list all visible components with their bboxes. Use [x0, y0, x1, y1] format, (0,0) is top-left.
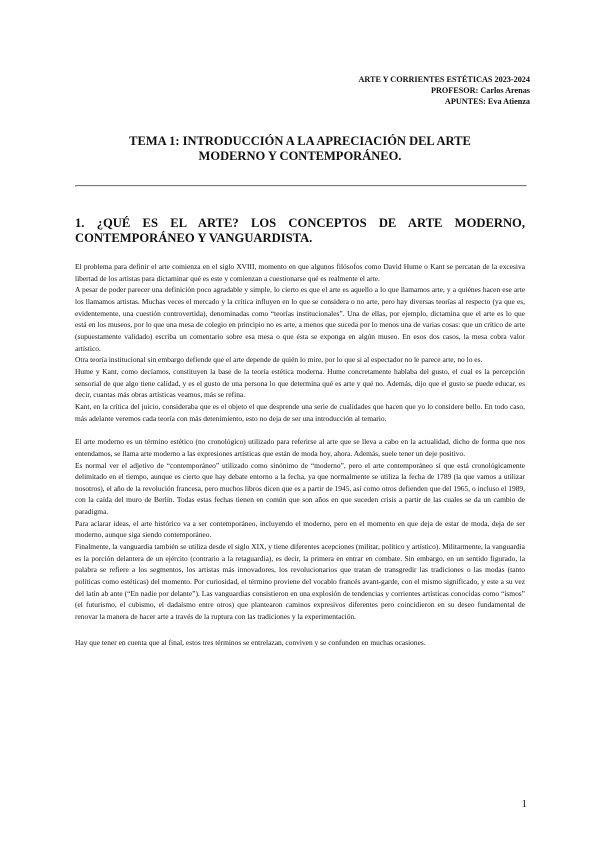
notes-line — [230, 96, 530, 107]
course-title: ARTE Y CORRIENTES ESTÉTICAS 2023-2024 — [358, 75, 530, 84]
paragraph: Para aclarar ideas, el arte histórico va a ser contemporáneo, incluyendo el moderno, pero en el momento en que deja de estar de moda, deja de ser moderno, aunque siga siendo contemporáneo. — [75, 518, 525, 540]
document-body — [75, 261, 525, 648]
page-number: 1 — [521, 798, 527, 810]
paragraph: Es normal ver el adjetivo de “contemporáneo” utilizado como sinónimo de “moderno”, pero el arte contemporáneo sí que está cronológicamente delimitado en el tiempo, aunque es cierto que hay debate entorno a la fecha, ya que normalmente se utiliza la fecha de 1789 (la que vamos a utilizar nosotros), el año de la revolución francesa, pero muchos libros dicen que es a partir de 1945, así como otros defienden que del 1965, o incluso el 1989, con la caída del muro de Berlín. Todas estas fechas tienen en común que son años en que suceden crisis a partir de las cuales se da un cambio de paradigma. — [75, 460, 525, 517]
paragraph: A pesar de poder parecer una definición poco agradable y simple, lo cierto es que el arte es aquello a lo que llamamos arte, y a quiénes hacen ese arte los llamamos artistas. Muchas veces el mercado y la crítica influyen en lo que se considera o no arte, pero hay diversas teorías al respecto (ya que es, evidentemente, una cuestión controvertida), denominadas como “teorías institucionales”. Una de ellas, por ejemplo, dictamina que el arte es lo que está en los museos, por lo que una mesa de colegio en principio no es arte, a menos que suceda por lo menos una de varias cosas: que un crítico de arte (supuestamente validado) escriba un comentario sobre esa mesa o que ésta se exponga en algún museo. En esos dos casos, la mesa cobra valor artístico. — [75, 285, 525, 353]
paragraph: El problema para definir el arte comienza en el siglo XVIII, momento en que algunos filósofos como David Hume o Kant se percatan de la excesiva libertad de los artistas para dictaminar qué es este y comienzan a cuestionarse qué es realmente el arte. — [75, 262, 525, 283]
paragraph-spacer — [75, 623, 525, 637]
notes-label: APUNTES — [444, 97, 484, 106]
section-heading: 1. ¿QUÉ ES EL ARTE? LOS CONCEPTOS DE ARTE MODERNO, CONTEMPORÁNEO Y VANGUARDISTA. — [75, 216, 525, 245]
professor-name: : Carlos Arenas — [475, 86, 530, 95]
paragraph-spacer — [75, 424, 525, 436]
paragraph: Hume y Kant, como decíamos, constituyen la base de la teoría estética moderna. Hume concretamente hablaba del gusto, el cual es la percepción sensorial de que algo tiene calidad, y es el gusto de una persona lo que determina qué es arte y qué no. Además, dijo que el gusto se puede educar, es decir, cuantas más obras artísticas veamos, más se refina. — [75, 366, 525, 400]
paragraph: Finalmente, la vanguardia también se utiliza desde el siglo XIX, y tiene diferentes acepciones (militar, político y artístico). Militarmente, la vanguardia es la porción delantera de un ejército (contrario a la retaguardia), es decir, la primera en entrar en combate. Sin embargo, en un sentido figurado, la palabra se refiere a los segmentos, los artistas más innovadores, los revolucionarios que tratan de transgredir las tradiciones o las modas (tanto políticas como estéticas) del momento. Por curiosidad, el término proviene del vocablo francés avant-garde, con el mismo significado, y este a su vez del latín ab ante (“En nadie por delante”). Las vanguardias consistieron en una explosión de tendencias y corrientes artísticas conocidas como “ismos” (el futurismo, el cubismo, el dadaísmo entre otros) que plantearon caminos expresivos diferentes pero coincidieron en su deseo fundamental de renovar la manera de hacer arte a través de la ruptura con las tradiciones y la experimentación. — [75, 542, 525, 622]
title-divider — [75, 185, 527, 187]
professor-label: PROFESOR — [430, 86, 476, 95]
notes-author: : Eva Atienza — [483, 97, 530, 106]
document-title: TEMA 1: INTRODUCCIÓN A LA APRECIACIÓN DEL ARTE MODERNO Y CONTEMPORÁNEO. — [129, 134, 471, 163]
paragraph: Otra teoría institucional sin embargo defiende que el arte depende de quién lo mire, por lo que si al espectador no le parece arte, no lo es. — [75, 355, 483, 365]
closing-paragraph: Hay que tener en cuenta que al final, estos tres términos se entrelazan, conviven y se confunden en muchas ocasiones. — [75, 637, 426, 647]
paragraph: El arte moderno es un término estético (no cronológico) utilizado para referirse al arte que se lleva a cabo en la actualidad, dicho de forma que nos entendamos, se llama arte moderno a las expresiones artísticas que están de moda hoy, ahora. Además, suele tener un deje positivo. — [75, 437, 525, 458]
document-header — [230, 74, 530, 107]
professor-line — [230, 85, 530, 96]
paragraph: Kant, en la crítica del juicio, consideraba que es el objeto el que desprende una serie de cualidades que hacen que yo lo considere bello. En todo caso, más adelante veremos cada teoría con más detenimiento, esto no deja de ser una introducción al temario. — [75, 401, 525, 423]
